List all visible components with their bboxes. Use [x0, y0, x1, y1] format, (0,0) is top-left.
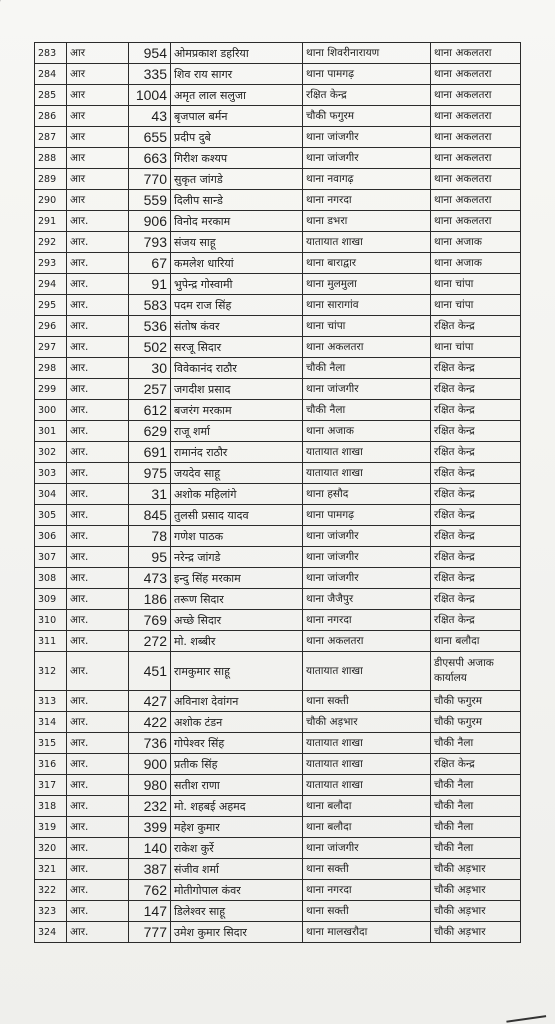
table-row [35, 316, 521, 337]
table-row [35, 169, 521, 190]
employee-name-cell: इन्दु सिंह मरकाम [171, 568, 303, 589]
posted-from-cell: थाना अकलतरा [303, 631, 431, 652]
badge-number-cell: 31 [129, 484, 171, 505]
serial-number-cell: 295 [35, 295, 67, 316]
transfer-list-table [34, 42, 521, 943]
employee-name-cell: अशोक महिलांगे [171, 484, 303, 505]
rank-cell: आर. [67, 733, 129, 754]
badge-number-cell: 900 [129, 754, 171, 775]
badge-number-cell: 777 [129, 922, 171, 943]
employee-name-cell: संजीव शर्मा [171, 859, 303, 880]
rank-cell: आर. [67, 253, 129, 274]
posted-from-cell: थाना सक्ती [303, 691, 431, 712]
badge-number-cell: 147 [129, 901, 171, 922]
posted-from-cell: थाना जांजगीर [303, 379, 431, 400]
serial-number-cell: 312 [35, 652, 67, 691]
table-row [35, 589, 521, 610]
posted-to-cell [431, 652, 521, 691]
rank-cell: आर. [67, 337, 129, 358]
employee-name-cell: संजय साहू [171, 232, 303, 253]
rank-cell: आर. [67, 817, 129, 838]
badge-number-cell: 845 [129, 505, 171, 526]
employee-name-cell: गोपेश्वर सिंह [171, 733, 303, 754]
employee-name-cell: तरूण सिदार [171, 589, 303, 610]
badge-number-cell: 257 [129, 379, 171, 400]
serial-number-cell: 288 [35, 148, 67, 169]
rank-cell: आर. [67, 274, 129, 295]
table-row [35, 190, 521, 211]
badge-number-cell: 399 [129, 817, 171, 838]
posted-from-cell: यातायात शाखा [303, 775, 431, 796]
serial-number-cell: 301 [35, 421, 67, 442]
posted-to-cell: रक्षित केन्द्र [431, 526, 521, 547]
table-row [35, 148, 521, 169]
rank-cell: आर. [67, 712, 129, 733]
table-row [35, 211, 521, 232]
employee-name-cell: मोतीगोपाल कंवर [171, 880, 303, 901]
posted-to-cell: थाना चांपा [431, 274, 521, 295]
badge-number-cell: 954 [129, 43, 171, 64]
employee-name-cell: गणेश पाठक [171, 526, 303, 547]
posted-to-cell: थाना अकलतरा [431, 106, 521, 127]
serial-number-cell: 324 [35, 922, 67, 943]
posted-from-cell: थाना बलौदा [303, 817, 431, 838]
badge-number-cell: 335 [129, 64, 171, 85]
table-row [35, 442, 521, 463]
table-row [35, 400, 521, 421]
posted-to-cell: थाना अकलतरा [431, 64, 521, 85]
table-row [35, 838, 521, 859]
employee-name-cell: महेश कुमार [171, 817, 303, 838]
posted-from-cell: यातायात शाखा [303, 442, 431, 463]
rank-cell: आर. [67, 589, 129, 610]
posted-from-cell: थाना सारागांव [303, 295, 431, 316]
posted-to-cell: थाना अजाक [431, 232, 521, 253]
badge-number-cell: 536 [129, 316, 171, 337]
posted-to-cell: रक्षित केन्द्र [431, 463, 521, 484]
table-row [35, 817, 521, 838]
posted-from-cell: चौकी नैला [303, 358, 431, 379]
posted-to-line: डीएसपी अजाक [434, 657, 494, 669]
serial-number-cell: 283 [35, 43, 67, 64]
serial-number-cell: 304 [35, 484, 67, 505]
table-row [35, 253, 521, 274]
table-row [35, 610, 521, 631]
serial-number-cell: 317 [35, 775, 67, 796]
posted-to-cell: थाना अजाक [431, 253, 521, 274]
table-row [35, 733, 521, 754]
rank-cell: आर. [67, 547, 129, 568]
employee-name-cell: राकेश कुर्रे [171, 838, 303, 859]
posted-from-cell: यातायात शाखा [303, 652, 431, 691]
table-body [35, 43, 521, 943]
posted-to-cell: थाना बलौदा [431, 631, 521, 652]
rank-cell: आर. [67, 400, 129, 421]
rank-cell: आर [67, 106, 129, 127]
serial-number-cell: 289 [35, 169, 67, 190]
serial-number-cell: 315 [35, 733, 67, 754]
posted-from-cell: थाना जांजगीर [303, 838, 431, 859]
serial-number-cell: 292 [35, 232, 67, 253]
posted-to-cell: थाना अकलतरा [431, 127, 521, 148]
employee-name-cell: रामानंद राठौर [171, 442, 303, 463]
employee-name-cell: अशोक टंडन [171, 712, 303, 733]
serial-number-cell: 309 [35, 589, 67, 610]
badge-number-cell: 473 [129, 568, 171, 589]
table-row [35, 901, 521, 922]
posted-from-cell: थाना सक्ती [303, 901, 431, 922]
table-row [35, 295, 521, 316]
posted-from-cell: यातायात शाखा [303, 232, 431, 253]
posted-to-cell: रक्षित केन्द्र [431, 358, 521, 379]
badge-number-cell: 906 [129, 211, 171, 232]
posted-from-cell: थाना नगरदा [303, 190, 431, 211]
posted-from-cell: थाना पामगढ़ [303, 505, 431, 526]
employee-name-cell: जयदेव साहू [171, 463, 303, 484]
serial-number-cell: 306 [35, 526, 67, 547]
posted-to-cell: चौकी नैला [431, 733, 521, 754]
table-row [35, 775, 521, 796]
posted-from-cell: थाना शिवरीनारायण [303, 43, 431, 64]
posted-to-cell: थाना अकलतरा [431, 190, 521, 211]
table-row [35, 358, 521, 379]
rank-cell: आर. [67, 859, 129, 880]
serial-number-cell: 307 [35, 547, 67, 568]
rank-cell: आर. [67, 610, 129, 631]
rank-cell: आर. [67, 379, 129, 400]
serial-number-cell: 286 [35, 106, 67, 127]
posted-from-cell: थाना नगरदा [303, 880, 431, 901]
rank-cell: आर. [67, 631, 129, 652]
posted-to-cell: थाना अकलतरा [431, 211, 521, 232]
badge-number-cell: 78 [129, 526, 171, 547]
rank-cell: आर. [67, 358, 129, 379]
posted-to-cell: चौकी अड़भार [431, 922, 521, 943]
employee-name-cell: डिलेश्वर साहू [171, 901, 303, 922]
employee-name-cell: शिव राय सागर [171, 64, 303, 85]
posted-from-cell: चौकी फगुरम [303, 106, 431, 127]
employee-name-cell: भुपेन्द्र गोस्वामी [171, 274, 303, 295]
posted-to-cell: चौकी नैला [431, 817, 521, 838]
employee-name-cell: उमेश कुमार सिदार [171, 922, 303, 943]
rank-cell: आर. [67, 316, 129, 337]
posted-from-cell: यातायात शाखा [303, 463, 431, 484]
posted-to-cell: चौकी नैला [431, 796, 521, 817]
employee-name-cell: दिलीप सान्डे [171, 190, 303, 211]
badge-number-cell: 272 [129, 631, 171, 652]
serial-number-cell: 298 [35, 358, 67, 379]
posted-to-cell: थाना अकलतरा [431, 85, 521, 106]
posted-from-cell: थाना चांपा [303, 316, 431, 337]
badge-number-cell: 762 [129, 880, 171, 901]
rank-cell: आर. [67, 691, 129, 712]
table-row [35, 232, 521, 253]
rank-cell: आर. [67, 463, 129, 484]
posted-to-cell: चौकी अड़भार [431, 859, 521, 880]
rank-cell: आर [67, 64, 129, 85]
posted-from-cell: थाना सक्ती [303, 859, 431, 880]
rank-cell: आर. [67, 421, 129, 442]
employee-name-cell: जगदीश प्रसाद [171, 379, 303, 400]
posted-to-cell: रक्षित केन्द्र [431, 589, 521, 610]
badge-number-cell: 583 [129, 295, 171, 316]
employee-name-cell: बजरंग मरकाम [171, 400, 303, 421]
posted-to-cell: चौकी नैला [431, 775, 521, 796]
badge-number-cell: 451 [129, 652, 171, 691]
employee-name-cell: गिरीश कश्यप [171, 148, 303, 169]
serial-number-cell: 290 [35, 190, 67, 211]
posted-to-cell: चौकी अड़भार [431, 880, 521, 901]
rank-cell: आर [67, 148, 129, 169]
serial-number-cell: 322 [35, 880, 67, 901]
employee-name-cell: कमलेश धारियां [171, 253, 303, 274]
posted-from-cell: रक्षित केन्द्र [303, 85, 431, 106]
table-row [35, 547, 521, 568]
posted-to-cell: रक्षित केन्द्र [431, 379, 521, 400]
posted-from-cell: थाना जांजगीर [303, 127, 431, 148]
employee-name-cell: मो. शहबई अहमद [171, 796, 303, 817]
posted-to-cell: रक्षित केन्द्र [431, 505, 521, 526]
serial-number-cell: 297 [35, 337, 67, 358]
rank-cell: आर. [67, 484, 129, 505]
employee-name-cell: सतीश राणा [171, 775, 303, 796]
table-row [35, 691, 521, 712]
posted-to-cell: थाना अकलतरा [431, 148, 521, 169]
table-row [35, 754, 521, 775]
table-row [35, 127, 521, 148]
employee-name-cell: पदम राज सिंह [171, 295, 303, 316]
serial-number-cell: 313 [35, 691, 67, 712]
serial-number-cell: 308 [35, 568, 67, 589]
badge-number-cell: 769 [129, 610, 171, 631]
posted-to-cell: चौकी अड़भार [431, 901, 521, 922]
serial-number-cell: 299 [35, 379, 67, 400]
badge-number-cell: 980 [129, 775, 171, 796]
posted-from-cell: चौकी नैला [303, 400, 431, 421]
badge-number-cell: 387 [129, 859, 171, 880]
serial-number-cell: 316 [35, 754, 67, 775]
rank-cell: आर. [67, 838, 129, 859]
rank-cell: आर. [67, 232, 129, 253]
serial-number-cell: 291 [35, 211, 67, 232]
rank-cell: आर. [67, 568, 129, 589]
rank-cell: आर. [67, 526, 129, 547]
table-row [35, 631, 521, 652]
employee-name-cell: विवेकानंद राठौर [171, 358, 303, 379]
posted-to-cell: रक्षित केन्द्र [431, 400, 521, 421]
posted-to-cell: रक्षित केन्द्र [431, 610, 521, 631]
posted-to-cell: चौकी नैला [431, 838, 521, 859]
table-row [35, 463, 521, 484]
badge-number-cell: 655 [129, 127, 171, 148]
badge-number-cell: 612 [129, 400, 171, 421]
rank-cell: आर [67, 43, 129, 64]
badge-number-cell: 793 [129, 232, 171, 253]
badge-number-cell: 975 [129, 463, 171, 484]
employee-name-cell: तुलसी प्रसाद यादव [171, 505, 303, 526]
posted-from-cell: थाना डभरा [303, 211, 431, 232]
posted-to-cell: रक्षित केन्द्र [431, 421, 521, 442]
table-row [35, 526, 521, 547]
serial-number-cell: 300 [35, 400, 67, 421]
badge-number-cell: 736 [129, 733, 171, 754]
table-row [35, 64, 521, 85]
rank-cell: आर. [67, 652, 129, 691]
badge-number-cell: 30 [129, 358, 171, 379]
posted-from-cell: थाना मुलमुला [303, 274, 431, 295]
badge-number-cell: 1004 [129, 85, 171, 106]
employee-name-cell: प्रदीप दुबे [171, 127, 303, 148]
serial-number-cell: 314 [35, 712, 67, 733]
posted-to-cell: चौकी फगुरम [431, 691, 521, 712]
employee-name-cell: नरेन्द्र जांगडे [171, 547, 303, 568]
posted-to-cell: रक्षित केन्द्र [431, 316, 521, 337]
employee-name-cell: प्रतीक सिंह [171, 754, 303, 775]
rank-cell: आर. [67, 901, 129, 922]
badge-number-cell: 91 [129, 274, 171, 295]
employee-name-cell: अविनाश देवांगन [171, 691, 303, 712]
posted-from-cell: थाना जांजगीर [303, 148, 431, 169]
rank-cell: आर. [67, 295, 129, 316]
rank-cell: आर [67, 169, 129, 190]
table-row [35, 379, 521, 400]
employee-name-cell: अमृत लाल सलुजा [171, 85, 303, 106]
posted-from-cell: थाना मालखरौदा [303, 922, 431, 943]
employee-name-cell: रामकुमार साहू [171, 652, 303, 691]
posted-to-cell: चौकी फगुरम [431, 712, 521, 733]
badge-number-cell: 95 [129, 547, 171, 568]
rank-cell: आर. [67, 775, 129, 796]
badge-number-cell: 422 [129, 712, 171, 733]
employee-name-cell: संतोष कंवर [171, 316, 303, 337]
table-row [35, 796, 521, 817]
posted-to-cell: रक्षित केन्द्र [431, 547, 521, 568]
serial-number-cell: 323 [35, 901, 67, 922]
posted-from-cell: थाना नगरदा [303, 610, 431, 631]
serial-number-cell: 296 [35, 316, 67, 337]
badge-number-cell: 502 [129, 337, 171, 358]
serial-number-cell: 320 [35, 838, 67, 859]
posted-from-cell: चौकी अड़भार [303, 712, 431, 733]
posted-from-cell: थाना हसौद [303, 484, 431, 505]
badge-number-cell: 140 [129, 838, 171, 859]
posted-from-cell: थाना बाराद्वार [303, 253, 431, 274]
badge-number-cell: 67 [129, 253, 171, 274]
table-row [35, 421, 521, 442]
table-row [35, 859, 521, 880]
serial-number-cell: 321 [35, 859, 67, 880]
posted-to-cell: थाना अकलतरा [431, 169, 521, 190]
posted-to-cell: थाना चांपा [431, 295, 521, 316]
serial-number-cell: 303 [35, 463, 67, 484]
employee-name-cell: ओमप्रकाश डहरिया [171, 43, 303, 64]
employee-name-cell: सुकृत जांगडे [171, 169, 303, 190]
posted-to-cell: थाना चांपा [431, 337, 521, 358]
rank-cell: आर. [67, 796, 129, 817]
posted-to-cell: थाना अकलतरा [431, 43, 521, 64]
posted-to-cell: रक्षित केन्द्र [431, 568, 521, 589]
serial-number-cell: 318 [35, 796, 67, 817]
signature-mark [504, 997, 546, 1022]
rank-cell: आर [67, 190, 129, 211]
posted-to-cell: रक्षित केन्द्र [431, 442, 521, 463]
table-row [35, 712, 521, 733]
posted-from-cell: थाना जांजगीर [303, 526, 431, 547]
badge-number-cell: 43 [129, 106, 171, 127]
employee-name-cell: विनोद मरकाम [171, 211, 303, 232]
badge-number-cell: 232 [129, 796, 171, 817]
employee-name-cell: अच्छे सिदार [171, 610, 303, 631]
posted-from-cell: थाना जैजैपुर [303, 589, 431, 610]
badge-number-cell: 691 [129, 442, 171, 463]
posted-from-cell: थाना नवागढ़ [303, 169, 431, 190]
serial-number-cell: 310 [35, 610, 67, 631]
serial-number-cell: 287 [35, 127, 67, 148]
rank-cell: आर. [67, 922, 129, 943]
rank-cell: आर. [67, 880, 129, 901]
posted-from-cell: यातायात शाखा [303, 733, 431, 754]
badge-number-cell: 663 [129, 148, 171, 169]
table-row [35, 43, 521, 64]
serial-number-cell: 285 [35, 85, 67, 106]
posted-to-cell: रक्षित केन्द्र [431, 754, 521, 775]
table-row [35, 337, 521, 358]
posted-from-cell: थाना बलौदा [303, 796, 431, 817]
rank-cell: आर. [67, 442, 129, 463]
table-row [35, 106, 521, 127]
table-row [35, 922, 521, 943]
employee-name-cell: राजू शर्मा [171, 421, 303, 442]
rank-cell: आर [67, 127, 129, 148]
serial-number-cell: 284 [35, 64, 67, 85]
table-row [35, 484, 521, 505]
rank-cell: आर [67, 85, 129, 106]
serial-number-cell: 305 [35, 505, 67, 526]
posted-from-cell: यातायात शाखा [303, 754, 431, 775]
serial-number-cell: 302 [35, 442, 67, 463]
posted-to-cell: रक्षित केन्द्र [431, 484, 521, 505]
posted-from-cell: थाना जांजगीर [303, 568, 431, 589]
rank-cell: आर. [67, 505, 129, 526]
employee-name-cell: सरजू सिदार [171, 337, 303, 358]
serial-number-cell: 319 [35, 817, 67, 838]
table-row [35, 652, 521, 691]
rank-cell: आर. [67, 754, 129, 775]
posted-from-cell: थाना अकलतरा [303, 337, 431, 358]
serial-number-cell: 311 [35, 631, 67, 652]
posted-to-line: कार्यालय [434, 672, 467, 684]
badge-number-cell: 427 [129, 691, 171, 712]
serial-number-cell: 293 [35, 253, 67, 274]
posted-from-cell: थाना जांजगीर [303, 547, 431, 568]
table-row [35, 85, 521, 106]
posted-from-cell: थाना पामगढ़ [303, 64, 431, 85]
badge-number-cell: 559 [129, 190, 171, 211]
table-row [35, 880, 521, 901]
table-row [35, 568, 521, 589]
posted-from-cell: थाना अजाक [303, 421, 431, 442]
table-row [35, 505, 521, 526]
badge-number-cell: 770 [129, 169, 171, 190]
badge-number-cell: 629 [129, 421, 171, 442]
employee-name-cell: मो. शब्बीर [171, 631, 303, 652]
table-row [35, 274, 521, 295]
rank-cell: आर. [67, 211, 129, 232]
badge-number-cell: 186 [129, 589, 171, 610]
employee-name-cell: बृजपाल बर्मन [171, 106, 303, 127]
serial-number-cell: 294 [35, 274, 67, 295]
